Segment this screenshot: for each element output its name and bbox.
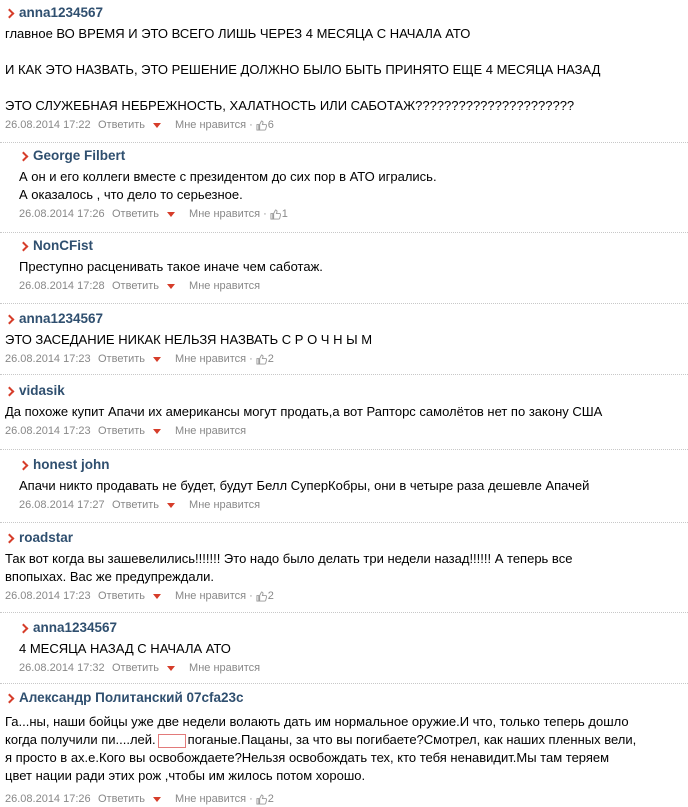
- like-button[interactable]: Мне нравится: [189, 662, 261, 674]
- caret-down-icon[interactable]: [167, 284, 175, 289]
- comment-body: [5, 403, 688, 421]
- reply-button[interactable]: Ответить: [98, 590, 146, 602]
- author-link[interactable]: George Filbert: [33, 148, 126, 163]
- comment-meta: [5, 424, 688, 438]
- comment-date: 26.08.2014 17:27: [19, 499, 105, 511]
- author-link[interactable]: honest john: [33, 457, 110, 472]
- comment-text: Га...ны, наши бойцы уже две недели волають дать им нормальное оружие.И что, только теперь дошло: [5, 714, 629, 729]
- separator-dot: ·: [249, 590, 253, 602]
- thumbs-up-icon: [256, 120, 267, 131]
- comment-meta: [19, 661, 688, 675]
- comment-meta: [19, 207, 688, 221]
- comment-date: 26.08.2014 17:22: [5, 119, 91, 131]
- comment-text: впопыхах. Вас же предупреждали.: [5, 569, 215, 584]
- comment-body: [5, 331, 688, 349]
- comment-text: Преступно расценивать такое иначе чем саботаж.: [19, 259, 323, 274]
- chevron-right-icon: [5, 693, 15, 703]
- comment: [0, 303, 688, 373]
- comment-text: А оказалось , что дело то серьезное.: [19, 187, 243, 202]
- comment-body: [19, 640, 688, 658]
- reply-button[interactable]: Ответить: [112, 208, 160, 220]
- caret-down-icon[interactable]: [153, 123, 161, 128]
- comment: [0, 522, 688, 612]
- comment-header: [5, 4, 688, 22]
- comment-meta: [5, 118, 688, 132]
- reply-button[interactable]: Ответить: [112, 499, 160, 511]
- comment: [0, 142, 688, 228]
- comment-date: 26.08.2014 17:28: [19, 280, 105, 292]
- comment-date: 26.08.2014 17:26: [19, 208, 105, 220]
- like-count: 2: [267, 353, 274, 365]
- comment: [0, 232, 688, 298]
- chevron-right-icon: [5, 533, 15, 543]
- comment-meta: [19, 279, 688, 293]
- comment-meta: [5, 352, 688, 366]
- comment: [0, 612, 688, 682]
- comment-date: 26.08.2014 17:26: [5, 793, 91, 805]
- author-link[interactable]: NonCFist: [33, 238, 93, 253]
- comment: [0, 683, 688, 807]
- reply-button[interactable]: Ответить: [98, 425, 146, 437]
- comment-header: [5, 689, 688, 707]
- thumbs-up-icon: [256, 354, 267, 365]
- comment-text: 4 МЕСЯЦА НАЗАД С НАЧАЛА АТО: [19, 641, 231, 656]
- caret-down-icon[interactable]: [153, 594, 161, 599]
- comment-body: [19, 258, 688, 276]
- author-link[interactable]: anna1234567: [19, 5, 104, 20]
- comment-text-line: [5, 731, 688, 749]
- like-count: 1: [281, 208, 288, 220]
- caret-down-icon[interactable]: [153, 357, 161, 362]
- caret-down-icon[interactable]: [167, 212, 175, 217]
- reply-button[interactable]: Ответить: [98, 793, 146, 805]
- chevron-right-icon: [19, 241, 29, 251]
- reply-button[interactable]: Ответить: [112, 662, 160, 674]
- comment-body: [5, 713, 688, 785]
- like-button[interactable]: Мне нравится: [175, 590, 247, 602]
- thumbs-up-icon: [256, 591, 267, 602]
- comment-text: я просто в ах.е.Кого вы освобождаете?Нельзя освобождать тех, кто тебя ненавидит.Мы там теряем: [5, 750, 610, 765]
- comment-text: Так вот когда вы зашевелились!!!!!!! Это надо было делать три недели назад!!!!!! А теперь все: [5, 551, 573, 566]
- like-button[interactable]: Мне нравится: [175, 119, 247, 131]
- chevron-right-icon: [19, 151, 29, 161]
- comment-body: [5, 25, 688, 115]
- reply-button[interactable]: Ответить: [112, 280, 160, 292]
- caret-down-icon[interactable]: [153, 429, 161, 434]
- thumbs-up-icon: [270, 209, 281, 220]
- comment-text: А он и его коллеги вместе с президентом до сих пор в АТО игрались.: [19, 169, 437, 184]
- comment-text: ЭТО ЗАСЕДАНИЕ НИКАК НЕЛЬЗЯ НАЗВАТЬ С Р О Ч Н Ы М: [5, 332, 373, 347]
- comment-meta: [5, 589, 688, 603]
- comment-body: [19, 477, 688, 495]
- like-count: 2: [267, 793, 274, 805]
- separator-dot: ·: [249, 353, 253, 365]
- caret-down-icon[interactable]: [167, 666, 175, 671]
- like-button[interactable]: Мне нравится: [189, 280, 261, 292]
- thumbs-up-icon: [256, 794, 267, 805]
- reply-button[interactable]: Ответить: [98, 119, 146, 131]
- author-link[interactable]: anna1234567: [19, 311, 104, 326]
- chevron-right-icon: [5, 8, 15, 18]
- chevron-right-icon: [5, 386, 15, 396]
- comment-date: 26.08.2014 17:23: [5, 425, 91, 437]
- censored-box: [158, 734, 186, 748]
- comment-text: И КАК ЭТО НАЗВАТЬ, ЭТО РЕШЕНИЕ ДОЛЖНО БЫЛО БЫТЬ ПРИНЯТО ЕЩЕ 4 МЕСЯЦА НАЗАД: [5, 62, 601, 77]
- comment-header: [5, 382, 688, 400]
- comment: [0, 4, 688, 138]
- author-link[interactable]: roadstar: [19, 530, 74, 545]
- comment-text: цвет нации ради этих рож ,чтобы им жилось потом хорошо.: [5, 768, 366, 783]
- comment-meta: [19, 498, 688, 512]
- comment-text: поганые.Пацаны, за что вы погибаете?Смотрел, как наших пленных вели,: [187, 732, 637, 747]
- author-link[interactable]: Александр Политанский 07cfa23c: [19, 690, 244, 705]
- comment-date: 26.08.2014 17:23: [5, 353, 91, 365]
- comment-date: 26.08.2014 17:32: [19, 662, 105, 674]
- comment-header: [19, 619, 688, 637]
- comment-text: ЭТО СЛУЖЕБНАЯ НЕБРЕЖНОСТЬ, ХАЛАТНОСТЬ ИЛИ САБОТАЖ??????????????????????: [5, 98, 575, 113]
- comment-meta: [5, 792, 688, 806]
- like-button[interactable]: Мне нравится: [175, 425, 247, 437]
- comment-text: Апачи никто продавать не будет, будут Белл СуперКобры, они в четыре раза дешевле Апачей: [19, 478, 590, 493]
- like-count: 6: [267, 119, 274, 131]
- reply-button[interactable]: Ответить: [98, 353, 146, 365]
- comment-date: 26.08.2014 17:23: [5, 590, 91, 602]
- like-button[interactable]: Мне нравится: [189, 499, 261, 511]
- comment-header: [19, 456, 688, 474]
- comment: [0, 449, 688, 519]
- like-button[interactable]: Мне нравится: [175, 793, 247, 805]
- comment: [0, 374, 688, 446]
- comment-text: главное ВО ВРЕМЯ И ЭТО ВСЕГО ЛИШЬ ЧЕРЕЗ 4 МЕСЯЦА С НАЧАЛА АТО: [5, 26, 471, 41]
- comment-header: [5, 310, 688, 328]
- separator-dot: ·: [263, 208, 267, 220]
- caret-down-icon[interactable]: [153, 797, 161, 802]
- comment-text: Да похоже купит Апачи их американсы могут продать,а вот Рапторс самолётов нет по закону США: [5, 404, 603, 419]
- chevron-right-icon: [19, 460, 29, 470]
- like-button[interactable]: Мне нравится: [175, 353, 247, 365]
- comment-body: [19, 168, 688, 204]
- comment-header: [5, 529, 688, 547]
- comment-body: [5, 550, 688, 586]
- comment-header: [19, 147, 688, 165]
- separator-dot: ·: [249, 793, 253, 805]
- comment-header: [19, 237, 688, 255]
- comment-text: когда получили пи....лей.: [5, 732, 156, 747]
- like-count: 2: [267, 590, 274, 602]
- caret-down-icon[interactable]: [167, 503, 175, 508]
- separator-dot: ·: [249, 119, 253, 131]
- chevron-right-icon: [19, 623, 29, 633]
- chevron-right-icon: [5, 314, 15, 324]
- like-button[interactable]: Мне нравится: [189, 208, 261, 220]
- author-link[interactable]: vidasik: [19, 383, 65, 398]
- author-link[interactable]: anna1234567: [33, 620, 118, 635]
